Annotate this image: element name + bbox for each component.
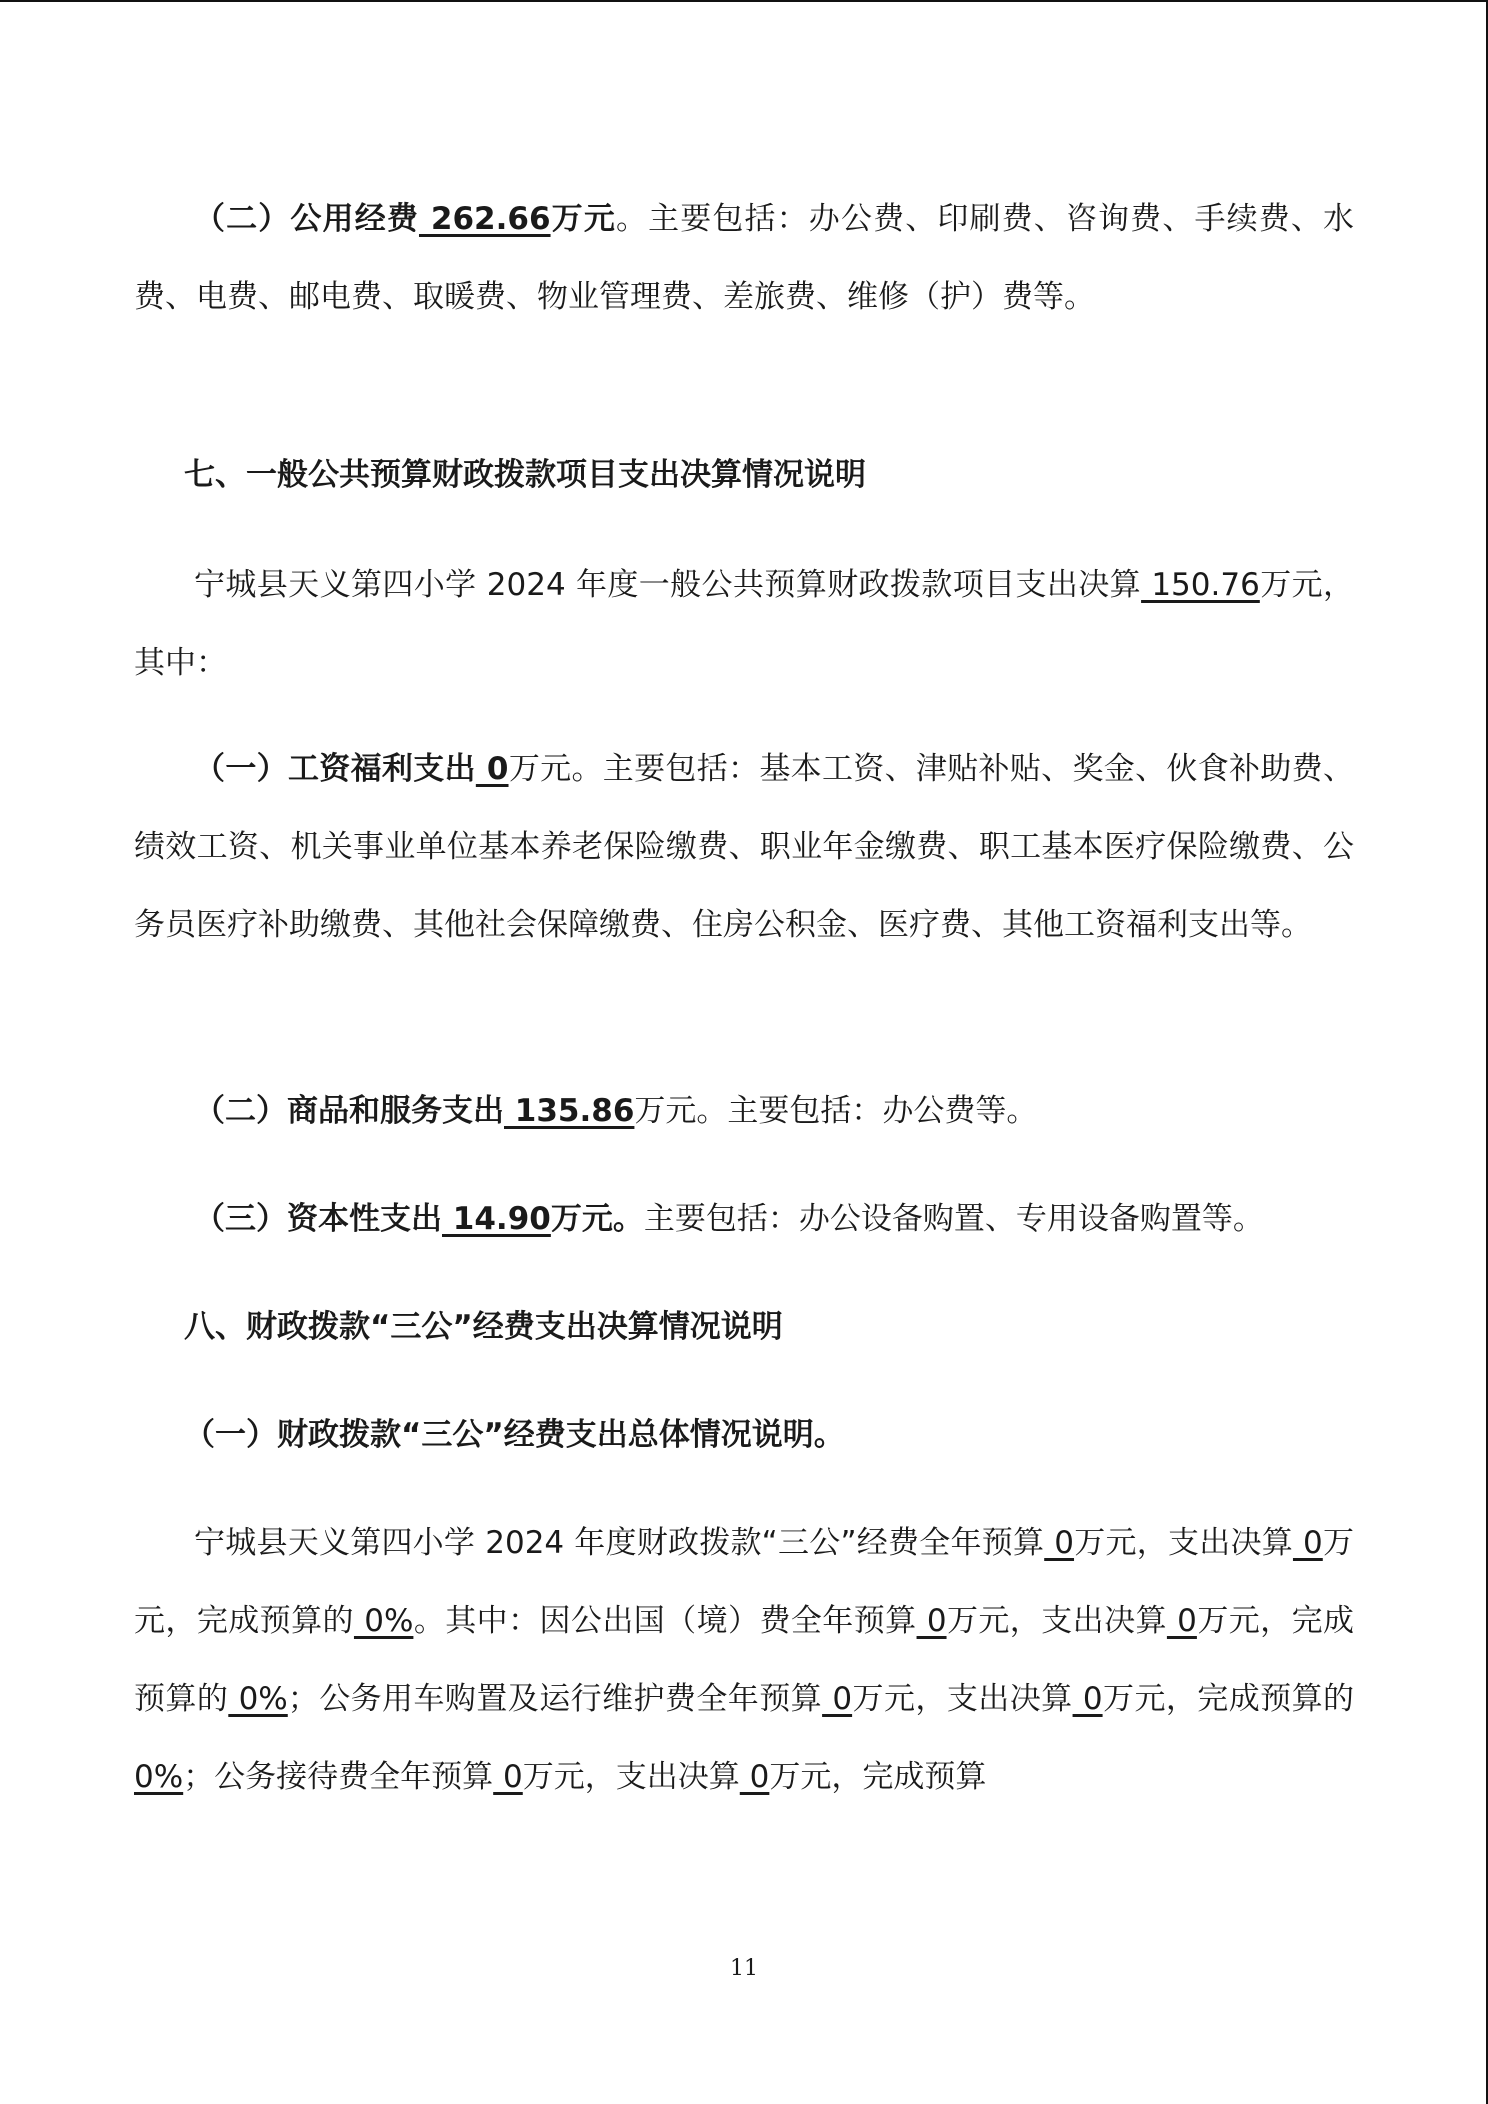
project-expenditure-amount: 150.76 (1141, 567, 1260, 603)
paragraph-public-funds: （二）公用经费 262.66万元。主要包括：办公费、印刷费、咨询费、手续费、水费、电费、邮电费、取暖费、物业管理费、差旅费、维修（护）费等。 (134, 201, 1355, 315)
paragraph-goods-services: （二）商品和服务支出 135.86万元。主要包括：办公费等。 (194, 1093, 1038, 1129)
section-heading-7: 七、一般公共预算财政拨款项目支出决算情况说明 (184, 457, 866, 493)
paragraph-capital-expenditure: （三）资本性支出 14.90万元。主要包括：办公设备购置、专用设备购置等。 (194, 1201, 1264, 1237)
capital-expenditure-amount: 14.90 (442, 1201, 551, 1237)
subsection-heading-8-1: （一）财政拨款“三公”经费支出总体情况说明。 (184, 1417, 845, 1453)
public-funds-amount: 262.66 (418, 201, 551, 237)
paragraph-salary-welfare: （一）工资福利支出 0万元。主要包括：基本工资、津贴补贴、奖金、伙食补助费、绩效工资、机关事业单位基本养老保险缴费、职业年金缴费、职工基本医疗保险缴费、公务员医疗补助缴费、其他社会保障缴费、住房公积金、医疗费、其他工资福利支出等。 (134, 751, 1354, 943)
paragraph-three-public-funds: 宁城县天义第四小学 2024 年度财政拨款“三公”经费全年预算 0万元，支出决算 0万元，完成预算的 0%。其中：因公出国（境）费全年预算 0万元，支出决算 0万元，完成预算的 0%；公务用车购置及运行维护费全年预算 0万元，支出决算 0万元，完成预算的 0%；公务接待费全年预算 0万元，支出决算 0万元，完成预算 (134, 1525, 1355, 1795)
goods-services-amount: 135.86 (504, 1093, 635, 1129)
salary-welfare-amount: 0 (475, 751, 509, 787)
page-number: 11 (730, 1956, 758, 1981)
paragraph-project-expenditure: 宁城县天义第四小学 2024 年度一般公共预算财政拨款项目支出决算 150.76万元，其中： (134, 567, 1354, 681)
section-heading-8: 八、财政拨款“三公”经费支出决算情况说明 (184, 1309, 783, 1345)
